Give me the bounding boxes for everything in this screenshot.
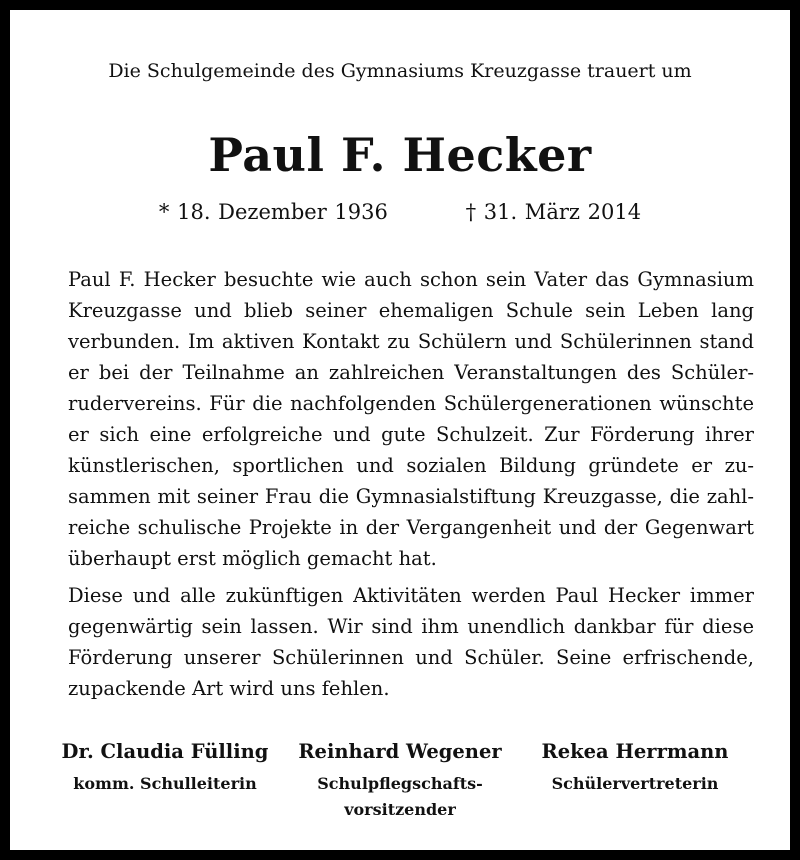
signatures [50,737,750,823]
deceased-name: Paul F. Hecker [208,128,592,182]
intro-line: Die Schulgemeinde des Gymnasiums Kreuzgasse trauert um [108,60,692,82]
notice-body [68,264,754,710]
body-paragraph: Diese und alle zukünftigen Aktivitäten werden Paul Hecker immer gegenwärtig sein lassen. Wir sind ihm unendlich dankbar für diese Förderung unserer Schülerinnen und Schüler. Seine erfrischende, zupackende Art wird uns fehlen. [68,584,754,700]
signatory [50,737,280,823]
signatory-role: Schulpflegschafts- vorsitzender [317,774,483,819]
signatory-name: Rekea Herrmann [541,740,729,763]
birth-date: * 18. Dezember 1936 [158,200,388,224]
signatory [520,737,750,823]
body-paragraph: Paul F. Hecker besuchte wie auch schon sein Vater das Gymnasium Kreuzgasse und blieb seiner ehemaligen Schule sein Leben lang verbunden. Im aktiven Kontakt zu Schülern und Schülerinnen stand er bei der Teilnahme an zahlreichen Veranstaltungen des Schülerrudervereins. Für die nachfolgenden Schülergenerationen wünschte er sich eine erfolgreiche und gute Schulzeit. Zur Förderung ihrer künstlerischen, sportlichen und sozialen Bildung gründete er zusammen mit seiner Frau die Gymnasialstiftung Kreuzgasse, die zahlreiche schulische Projekte in der Vergangenheit und der Gegenwart überhaupt erst möglich gemacht hat. [68,268,754,570]
signatory [285,737,515,823]
death-date: † 31. März 2014 [465,200,642,224]
life-dates [10,200,790,224]
signatory-name: Reinhard Wegener [298,740,502,763]
signatory-role: Schülervertreterin [551,774,719,793]
signatory-role: komm. Schulleiterin [73,774,257,793]
signatory-name: Dr. Claudia Fülling [61,740,269,763]
